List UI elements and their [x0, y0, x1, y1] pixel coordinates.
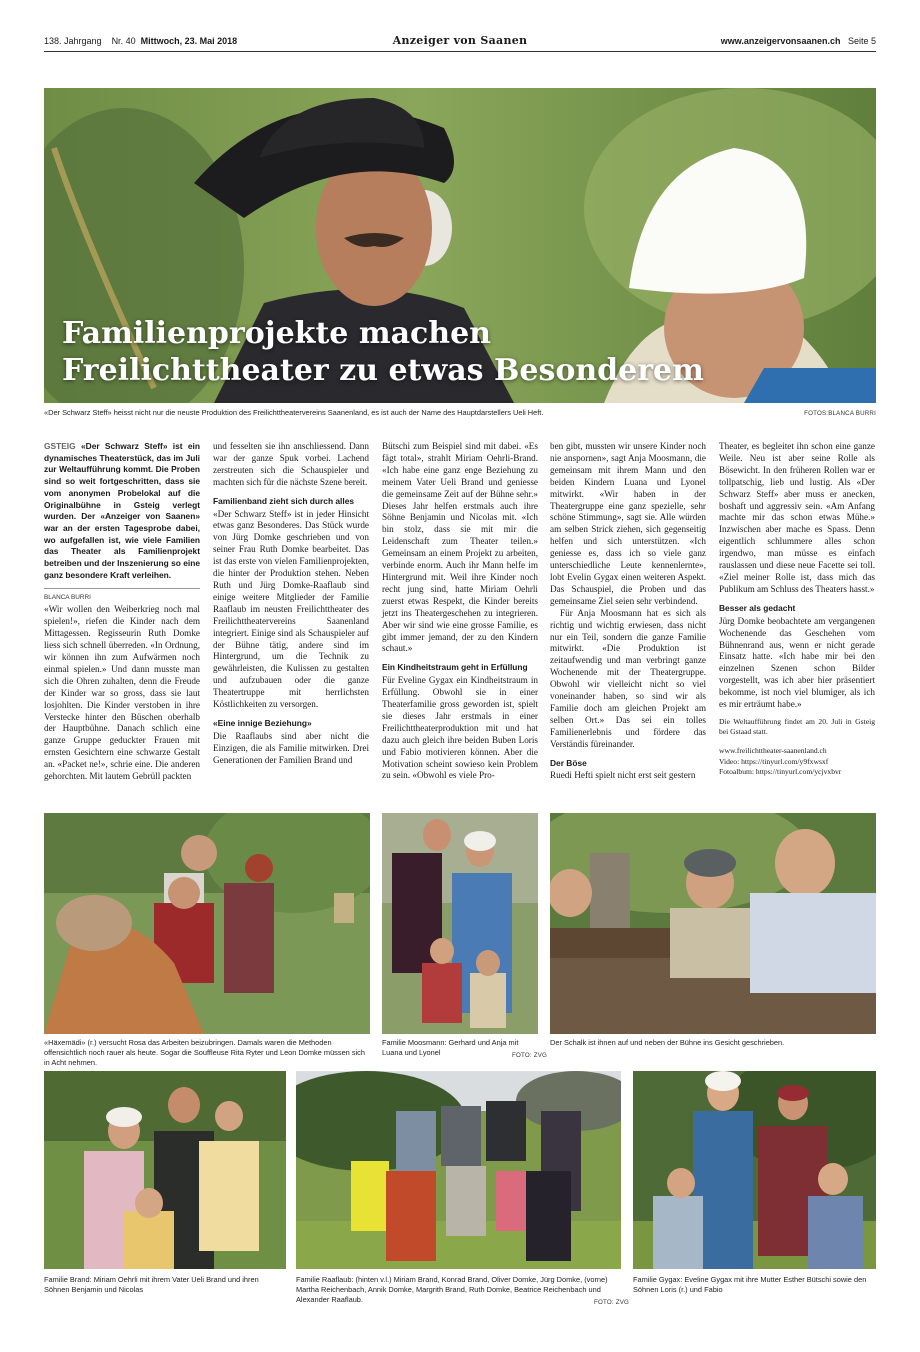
- article-column-2: [213, 441, 369, 767]
- event-date-note: Die Weltaufführung findet am 20. Juli in Gsteig bei Gstaad statt.: [719, 716, 875, 737]
- page-header: [44, 34, 876, 50]
- body-paragraph: Die Raaflaubs sind aber nicht die Einzigen, die als Familie mitwirken. Drei Generationen der Familien Brand und: [213, 730, 369, 765]
- body-paragraph: Theater, es begleitet ihn schon eine ganze Weile. Neu ist aber seine Rolle als Bösewicht. In den früheren Rollen war er tollpatschig, lieb und lustig. Als «Der Schwarz Steff» aber muss er anecken, boshaft und aggressiv sein. «Am Anfang machte mir das schon etwas Mühe.» Inzwischen aber mache es Spass. Denn eigentlich schlummere alles schon irgendwo, man müsse es einfach rauslassen und diese neue Facette sei toll. «Ziel meiner Rolle ist, dass mich das Publikum am Schluss des Theaters hasst.»: [719, 441, 875, 594]
- body-paragraph: Jürg Domke beobachtete am vergangenen Wochenende das Geschehen vom Bühnenrand aus, wenn er nicht gerade Einsatz hatte. «Ich habe mir bei den einzelnen Szenen schon Bilder vorgestellt, was ich aber hier präsentiert bekomme, ist noch viel blumiger, als ich es mir erträumt habe.»: [719, 615, 875, 710]
- hero-caption: «Der Schwarz Steff» heisst nicht nur die neuste Produktion des Freilichttheatervereins Saanenland, es ist auch der Name des Hauptdarstellers Ueli Heft.: [44, 408, 544, 417]
- header-rule: [44, 51, 876, 52]
- body-paragraph: und fesselten sie ihn anschliessend. Dann war der ganze Spuk vorbei. Lachend zerstreuten sich die Schauspieler und machten sich für die nächste Szene bereit.: [213, 441, 369, 487]
- photo-credit: FOTO: ZVG: [512, 1052, 548, 1059]
- photo-credit: FOTO: ZVG: [594, 1299, 630, 1306]
- subheading: Familienband zieht sich durch alles: [213, 495, 355, 506]
- body-paragraph: Für Eveline Gygax ein Kindheitstraum in Erfüllung. Obwohl sie in einer Theaterfamilie gross geworden ist, spielt sie dieses Jahr erstmals in einer Freilichttheaterproduktion mit und hat dazu auch gleich ihre beiden Buben Loris und Fabio motivieren können. Aber die Motivation scheint sowieso kein Problem zu sein. «Obwohl es viele Pro-: [382, 675, 538, 781]
- photo-children-table: [550, 813, 876, 1034]
- photo-caption: «Häxemädi» (r.) versucht Rosa das Arbeiten beizubringen. Damals waren die Methoden offensichtlich noch rauer als heute. Sogar die Souffleuse Rita Ryter und Leon Domke müssen sich in Acht nehmen.: [44, 1038, 365, 1067]
- photo-family-moosmann: [382, 813, 538, 1034]
- photo-caption: Familie Raaflaub: (hinten v.l.) Miriam Brand, Konrad Brand, Oliver Domke, Jürg Domke, (vorne) Martha Reichenbach, Annik Domke, Margrith Brand, Ruth Domke, Beatrice Reichenbach und Alexander Raaflaub.: [296, 1275, 608, 1304]
- body-paragraph: Für Anja Moosmann hat es sich als richtig und wichtig erwiesen, dass nicht nur ein Teil, sondern die ganze Familie mitwirkt. «Die Produktion ist zeitaufwendig und man verbringt ganze Wochenende mit der Theatergruppe. Obwohl wir vielleicht nicht so viel voneinander haben, so sind wir als Familie doch am gleichen Projekt am selben Ort.» Das sei ein tolles Familienerlebnis und fördere das Verständis füreinander.: [550, 607, 706, 749]
- photo-caption: Familie Moosmann: Gerhard und Anja mit Luana und Lyonel: [382, 1038, 519, 1057]
- volume-label: 138. Jahrgang: [44, 36, 102, 46]
- author-byline: BLANCA BURRI: [44, 588, 200, 604]
- body-paragraph: ben gibt, mussten wir unsere Kinder noch nie anspornen», sagt Anja Moosmann, die gemeinsam mit ihrem Mann und den beiden Kindern Luana und Lyonel mitwirkt. «Wir haben in der Theatergruppe eine ganz spezielle, sehr schöne Stimmung», sagt sie. Alle würden am selben Strick ziehen, sich gegenseitig helfen und sich unterstützen. «Ich geniesse es, dass ich so viele ganz unterschiedliche Leute kennenlernte», lobt Evelin Gygax einen weiteren Aspekt. Das Schauspiel, die Proben und das gemeinsame Ziel seien sehr verbindend.: [550, 441, 706, 606]
- page-number: Seite 5: [847, 36, 876, 46]
- headline-line-2: Freilichttheater zu etwas Besonderem: [62, 353, 704, 388]
- article-column-5: [719, 441, 875, 777]
- subheading: Besser als gedacht: [719, 602, 796, 613]
- video-link[interactable]: Video: https://tinyurl.com/y9fxwsxf: [719, 756, 829, 766]
- article-headline: [62, 315, 704, 389]
- subheading: Ein Kindheitstraum geht in Erfüllung: [382, 662, 528, 673]
- article-column-4: [550, 441, 706, 782]
- photo-family-raaflaub: [296, 1071, 621, 1269]
- article-column-1: [44, 441, 200, 783]
- hero-credit: FOTOS:BLANCA BURRI: [804, 410, 876, 417]
- issue-date: Mittwoch, 23. Mai 2018: [140, 36, 238, 46]
- location-keyword: GSTEIG: [44, 441, 76, 451]
- photo-caption: Familie Brand: Miriam Oehrli mit ihrem Vater Ueli Brand und ihren Söhnen Benjamin und Nicolas: [44, 1275, 259, 1294]
- website-link[interactable]: www.freilichttheater-saanenland.ch: [719, 746, 827, 756]
- photo-family-brand: [44, 1071, 286, 1269]
- photo-caption: Der Schalk ist ihnen auf und neben der Bühne ins Gesicht geschrieben.: [550, 1038, 785, 1047]
- body-paragraph: «Wir wollen den Weiberkrieg noch mal spielen!», riefen die Kinder nach dem Mittagessen. Regisseurin Ruth Domke liess sich schnell überreden. «In Ordnung, wir können ihn zum Aufwärmen noch einmal spielen.» Und dann musste man sich die Ohren zuhalten, denn die Freude der Kinder war so gross, dass sie laut losjohlten. Die Kinder verstoben in ihre Verstecke hinter den Büschen oberhalb der Hauptbühne. Danach schlich eine ganze Gruppe geduckter Frauen mit ernsten Gesichtern eine schwarze Gestalt an. «Packet ne!», schrie eine. Die anderen gehorchten. Mit lautem Gebrüll packten: [44, 604, 200, 782]
- subheading: «Eine innige Beziehung»: [213, 717, 312, 728]
- website-link[interactable]: www.anzeigervonsaanen.ch: [720, 36, 841, 46]
- newspaper-name: Anzeiger von Saanen: [392, 34, 528, 47]
- photo-family-gygax: [633, 1071, 876, 1269]
- photo-rehearsal-scene: [44, 813, 370, 1034]
- page-info: [721, 36, 876, 46]
- lead-text: «Der Schwarz Steff» ist ein dynamisches Theaterstück, das im Juli zur Weltaufführung kommt. Die Proben sind so weit fortgeschritten, dass sie vom anonymen Probelokal auf die Originalbühne in Gsteig verlegt wurden. Der «Anzeiger von Saanen» war an der ersten Tagesprobe dabei, wo aufgefallen ist, wie viele Familien das Theater als Familienprojekt betreiben und der Inszenierung so eine ganz besondere Kraft verleihen.: [44, 441, 200, 580]
- event-info: [719, 717, 875, 777]
- body-paragraph: «Der Schwarz Steff» ist in jeder Hinsicht etwas ganz Besonderes. Das Stück wurde von Jürg Domke geschrieben und von seiner Frau Ruth Domke bearbeitet. Das ist das erste von vielen Familienprojekten, die hinter der Produktion stehen. Neben Ruth und Jürg Domke-Raaflaub sind einige weitere Mitglieder der Familie Raaflaub im neusten Freilichttheater des Freilichttheatervereins Saanenland integriert. Einige sind als Schauspieler auf der Bühne tätig, andere sind im Hintergrund, um die Technik zu gewährleisten, die Kulissen zu gestalten und aufzubauen oder die ganze Theatertruppe mit herrlichsten Köstlichkeiten zu versorgen.: [213, 508, 369, 710]
- subheading: Der Böse: [550, 757, 587, 768]
- photo-caption: Familie Gygax: Eveline Gygax mit ihre Mutter Esther Bütschi sowie den Söhnen Loris (r.) und Fabio: [633, 1275, 867, 1294]
- headline-line-1: Familienprojekte machen: [62, 316, 491, 351]
- issue-number: Nr. 40: [111, 36, 136, 46]
- body-paragraph: Bütschi zum Beispiel sind mit dabei. «Es fägt total», strahlt Miriam Oehrli-Brand. «Ich habe eine ganz enge Beziehung zu meinem Vater Ueli Brand und geniesse die gemeinsame Zeit auf der Bühne sehr.» Dieses Jahr helfen erstmals auch ihre Söhne Benjamin und Nicolas mit. «Ich bin stolz, dass sie mit mir die Leidenschaft zum Theater teilen.» Gemeinsam an einem Projekt zu arbeiten, verbinde enorm. Auch ihr Mann helfe im Hintergrund mit. Weil ihre Kinder noch recht jung sind, hatte Miriam Oehrli zuerst etwas Respekt, die Kinder bereits jetzt ins Theatergeschehen zu integrieren. Aber wir sind wie eine grosse Familie, es gibt immer jemand, der zu den Kindern schaut.»: [382, 441, 538, 654]
- body-paragraph: Ruedi Hefti spielt nicht erst seit gestern: [550, 770, 696, 781]
- photo-album-link[interactable]: Fotoalbum: https://tinyurl.com/ycjvxbvr: [719, 766, 842, 776]
- article-lead: [44, 441, 200, 581]
- article-column-3: [382, 441, 538, 782]
